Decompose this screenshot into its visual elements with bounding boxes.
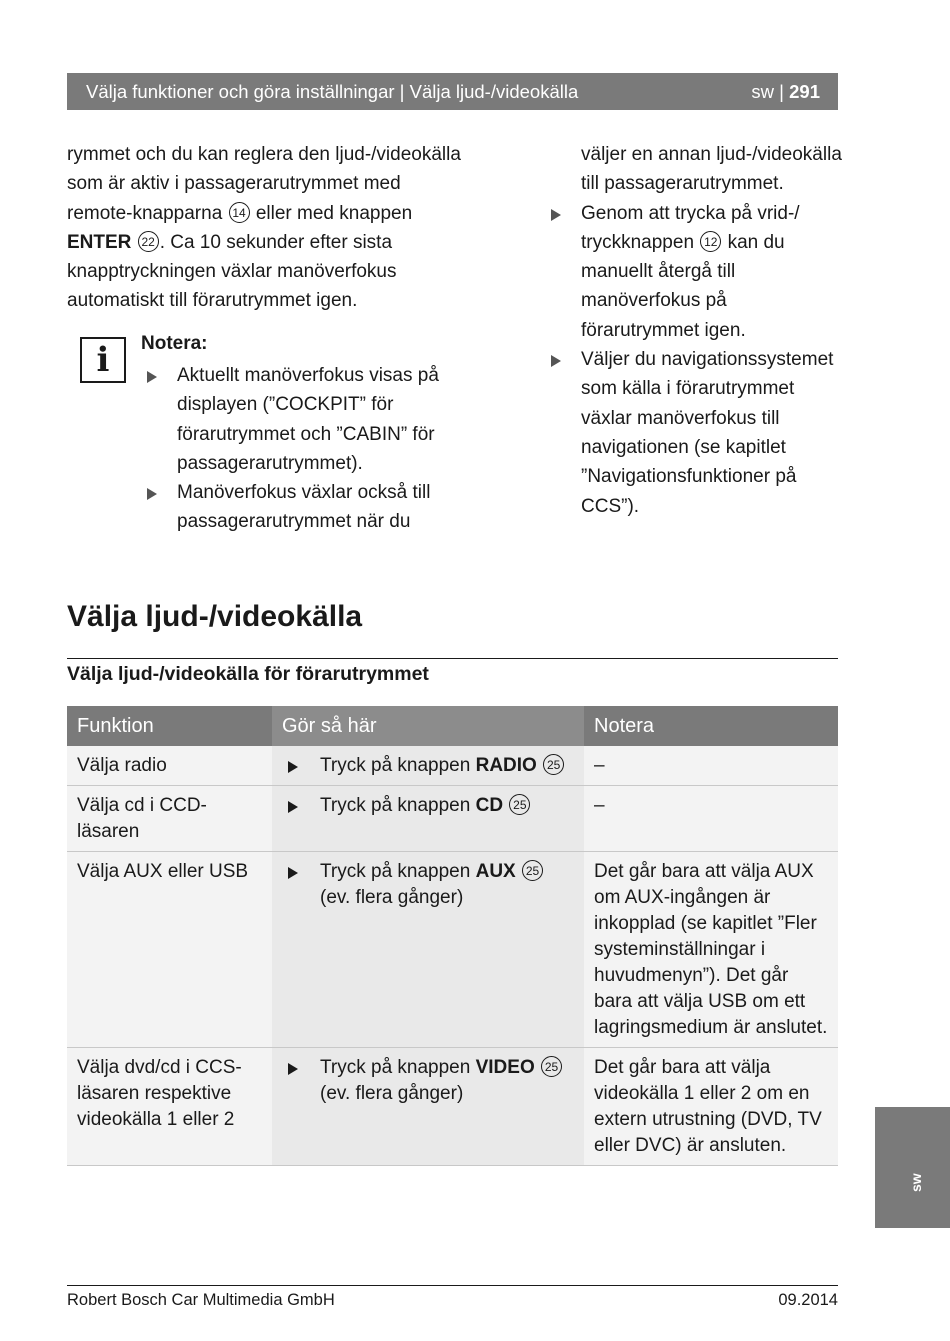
action-instruction: [282, 793, 574, 819]
running-header: [67, 73, 838, 110]
info-icon: i: [80, 337, 126, 383]
reference-number: 12: [700, 231, 721, 252]
header-title: Välja funktioner och göra inställningar | Välja ljud-/videokälla: [86, 80, 579, 102]
continued-text: väljer en annan ljud-/videokälla till passagerarutrymmet.: [581, 144, 842, 195]
column-header: Notera: [584, 706, 838, 746]
reference-number: 25: [509, 794, 530, 815]
section-title: Välja ljud-/videokälla: [67, 600, 363, 633]
cell-action: [272, 852, 584, 1048]
key-label: RADIO: [475, 755, 537, 776]
reference-number: 25: [522, 860, 543, 881]
bullet-arrow-icon: [551, 355, 561, 367]
instruction-text: kan du manuellt återgå till manöverfokus på förarutrymmet igen.: [581, 231, 785, 341]
cell-notera: Det går bara att välja videokälla 1 eller 2 om en extern utrustning (DVD, TV eller DVC) är ansluten.: [584, 1048, 838, 1166]
action-instruction: [282, 753, 574, 779]
language-code: sw |: [751, 80, 784, 102]
key-label: AUX: [475, 861, 516, 882]
table-row: [67, 852, 838, 1048]
cell-notera: Det går bara att välja AUX om AUX-ingången är inkopplad (se kapitlet ”Fler systeminställningar i huvudmenyn”). Det går bara att välja USB om ett lagringsmedium är anslutet.: [584, 852, 838, 1048]
action-text: (ev. flera gånger): [320, 887, 464, 908]
reference-number: 14: [229, 202, 250, 223]
enter-key-label: ENTER: [67, 231, 132, 253]
paragraph-part: . Ca 10 sekunder efter sista knapptryckningen växlar manöverfokus automatiskt till förarutrymmet igen.: [67, 231, 397, 312]
bullet-arrow-icon: [288, 761, 298, 773]
note-item-text: Aktuellt manöverfokus visas på displayen (”COCKPIT” för förarutrymmet och ”CABIN” för passagerarutrymmet).: [177, 365, 439, 474]
note-title: Notera:: [141, 333, 208, 354]
side-tab-label: sw: [908, 1173, 924, 1192]
key-label: CD: [475, 795, 504, 816]
instruction-item: [548, 199, 848, 345]
instruction-text: Väljer du navigationssystemet som källa i förarutrymmet växlar manöverfokus till navigationen (se kapitlet ”Navigationsfunktioner på CCS”).: [581, 349, 834, 517]
section-divider: [67, 658, 838, 659]
subsection-title: Välja ljud-/videokälla för förarutrymmet: [67, 663, 429, 685]
note-item: [144, 478, 444, 537]
action-text: Tryck på knappen: [320, 795, 471, 816]
cell-funktion: Välja AUX eller USB: [67, 852, 272, 1048]
action-instruction: [282, 859, 574, 911]
bullet-arrow-icon: [288, 801, 298, 813]
table-row: [67, 746, 838, 786]
cell-action: [272, 746, 584, 786]
function-table: [67, 706, 838, 1166]
page-number-group: [751, 81, 820, 103]
action-text: Tryck på knappen: [320, 755, 471, 776]
key-label: VIDEO: [475, 1057, 535, 1078]
bullet-arrow-icon: [147, 371, 157, 383]
action-text: (ev. flera gånger): [320, 1083, 464, 1104]
note-list: [144, 361, 444, 537]
cell-notera: –: [584, 786, 838, 852]
paragraph-part: rymmet och du kan reglera den ljud-/videokälla som är aktiv i passagerarutrymmet med remote-knapparna: [67, 144, 461, 224]
page-number: 291: [789, 80, 820, 102]
left-column-text: [67, 140, 467, 316]
cell-funktion: Välja cd i CCD-läsaren: [67, 786, 272, 852]
note-item-text: Manöverfokus växlar också till passagerarutrymmet när du: [177, 482, 431, 533]
language-side-tab: [875, 1107, 950, 1228]
bullet-arrow-icon: [551, 209, 561, 221]
reference-number: 22: [138, 231, 159, 252]
footer-company: Robert Bosch Car Multimedia GmbH: [67, 1291, 335, 1309]
cell-action: [272, 1048, 584, 1166]
column-header: Funktion: [67, 706, 272, 746]
cell-funktion: Välja radio: [67, 746, 272, 786]
footer-divider: [67, 1285, 838, 1286]
cell-funktion: Välja dvd/cd i CCS-läsaren respektive videokälla 1 eller 2: [67, 1048, 272, 1166]
column-header: Gör så här: [272, 706, 584, 746]
table-row: [67, 1048, 838, 1166]
table-header-row: [67, 706, 838, 746]
reference-number: 25: [543, 754, 564, 775]
right-column-text: [548, 140, 848, 521]
instruction-item: [548, 345, 848, 521]
action-text: Tryck på knappen: [320, 1057, 471, 1078]
instruction-text: Genom att trycka på vrid-/ tryckknappen: [581, 202, 800, 253]
action-instruction: [282, 1055, 574, 1107]
reference-number: 25: [541, 1056, 562, 1077]
bullet-arrow-icon: [288, 867, 298, 879]
note-item: [144, 361, 444, 478]
page-footer: [67, 1291, 838, 1310]
cell-action: [272, 786, 584, 852]
paragraph-part: eller med knappen: [255, 202, 413, 224]
table-row: [67, 786, 838, 852]
bullet-arrow-icon: [147, 488, 157, 500]
bullet-arrow-icon: [288, 1063, 298, 1075]
cell-notera: –: [584, 746, 838, 786]
action-text: Tryck på knappen: [320, 861, 471, 882]
footer-date: 09.2014: [778, 1291, 838, 1309]
